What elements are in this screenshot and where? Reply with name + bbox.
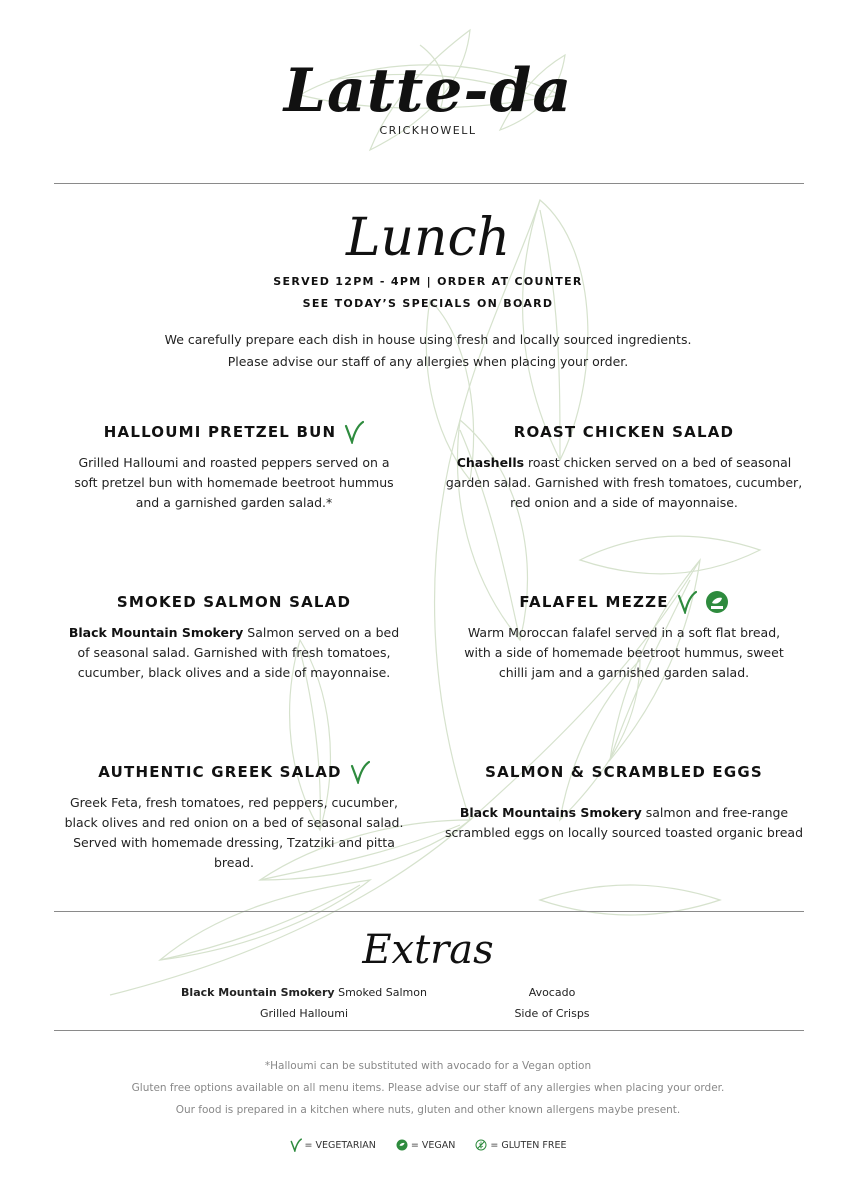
divider-bottom	[54, 1030, 804, 1031]
dish-halloumi-pretzel-bun	[34, 420, 434, 513]
specials-note: SEE TODAY’S SPECIALS ON BOARD	[302, 297, 554, 310]
dish-name: FALAFEL MEZZE	[519, 593, 669, 611]
extra-supplier: Black Mountain Smokery	[181, 986, 335, 999]
dish-authentic-greek-salad	[34, 760, 434, 873]
dish-description: Salmon served on a bed of seasonal salad. Garnished with fresh tomatoes, cucumber, black olives and a side of mayonnaise.	[77, 625, 400, 680]
extra-item-salmon	[154, 986, 454, 999]
extra-item-crisps: Side of Crisps	[514, 1007, 590, 1020]
extras-title: Extras	[362, 927, 494, 973]
intro-line-2: Please advise our staff of any allergies when placing your order.	[227, 354, 629, 369]
legend-vegan-label: = VEGAN	[410, 1139, 456, 1151]
menu-title: Lunch	[345, 208, 511, 268]
dish-roast-chicken-salad	[424, 420, 824, 513]
footnote-allergens: Our food is prepared in a kitchen where nuts, gluten and other known allergens maybe present.	[175, 1104, 681, 1116]
dish-salmon-scrambled-eggs	[424, 760, 824, 843]
vegetarian-icon	[677, 590, 697, 614]
dish-name: AUTHENTIC GREEK SALAD	[98, 763, 342, 781]
legend-vegan	[396, 1139, 455, 1151]
dish-name: ROAST CHICKEN SALAD	[513, 423, 735, 441]
dish-description: Greek Feta, fresh tomatoes, red peppers, cucumber, black olives and red onion on a bed of seasonal salad. Served with homemade dressing, Tzatziki and pitta bread.	[64, 795, 404, 870]
dish-smoked-salmon-salad	[34, 590, 434, 683]
logo: Latte-da	[283, 56, 573, 126]
vegetarian-icon	[350, 760, 370, 784]
dish-description: salmon and free-range scrambled eggs on locally sourced toasted organic bread	[444, 805, 804, 840]
vegetarian-icon	[290, 1138, 302, 1152]
dish-description: Warm Moroccan falafel served in a soft flat bread, with a side of homemade beetroot hummus, sweet chilli jam and a garnished garden salad.	[464, 625, 784, 680]
legend-vegetarian-label: = VEGETARIAN	[304, 1139, 376, 1151]
extra-item-avocado: Avocado	[528, 986, 576, 999]
vegetarian-icon	[344, 420, 364, 444]
vegan-icon	[396, 1139, 408, 1151]
served-hours: SERVED 12PM - 4PM | ORDER AT COUNTER	[273, 275, 583, 288]
dish-name: SALMON & SCRAMBLED EGGS	[485, 763, 763, 781]
gluten-free-icon	[475, 1139, 487, 1151]
extra-name: Smoked Salmon	[334, 986, 427, 999]
vegan-icon	[705, 590, 729, 614]
location-label: CRICKHOWELL	[379, 124, 477, 137]
legend-gluten-free-label: = GLUTEN FREE	[490, 1139, 567, 1151]
dietary-legend	[0, 1138, 856, 1152]
dish-falafel-mezze	[424, 590, 824, 683]
legend-vegetarian	[290, 1138, 376, 1152]
dish-supplier: Black Mountains Smokery	[459, 805, 642, 820]
dish-description: Grilled Halloumi and roasted peppers served on a soft pretzel bun with homemade beetroot hummus and a garnished garden salad.*	[74, 455, 394, 510]
divider-middle	[54, 911, 804, 912]
dish-name: SMOKED SALMON SALAD	[116, 593, 352, 611]
footnote-gluten: Gluten free options available on all menu items. Please advise our staff of any allergies when placing your order.	[131, 1082, 725, 1094]
dish-name: HALLOUMI PRETZEL BUN	[103, 423, 337, 441]
divider-top	[54, 183, 804, 184]
dish-supplier: Black Mountain Smokery	[68, 625, 244, 640]
intro-line-1: We carefully prepare each dish in house using fresh and locally sourced ingredients.	[164, 332, 692, 347]
legend-gluten-free	[475, 1139, 566, 1151]
extra-item-halloumi: Grilled Halloumi	[259, 1007, 349, 1020]
footnote-halloumi: *Halloumi can be substituted with avocado for a Vegan option	[264, 1060, 592, 1072]
dish-supplier: Chashells	[456, 455, 525, 470]
dish-description: roast chicken served on a bed of seasonal garden salad. Garnished with fresh tomatoes, cucumber, red onion and a side of mayonnaise.	[445, 455, 803, 510]
